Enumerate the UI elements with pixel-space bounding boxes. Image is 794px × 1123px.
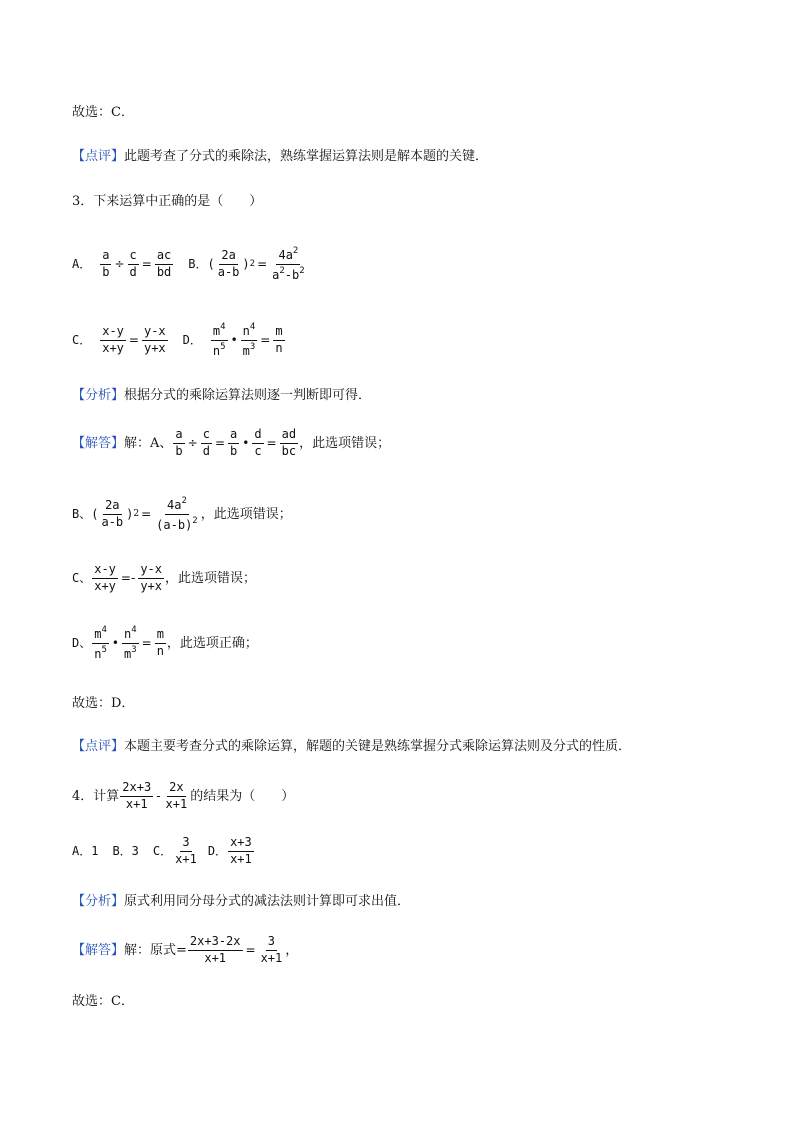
analysis-2 [72, 895, 410, 908]
option-c-label: C． [152, 844, 173, 859]
answer-choice-d [72, 697, 134, 710]
review-text: 本题主要考查分式的乘除运算，解题的关键是熟练掌握分式乘除运算法则及分式的性质． [124, 739, 632, 754]
question-3-options-ab [72, 246, 308, 283]
item-label: B、( [72, 507, 99, 522]
equals-sign: = [260, 333, 271, 348]
fraction: $\frac{m}{n}$ [275, 324, 283, 355]
option-a-label: A． [72, 257, 92, 272]
equals-sign: =- [120, 571, 136, 586]
fraction: $\frac{x+3}{x+1}$ [230, 835, 252, 866]
option-d-label: D． [207, 844, 228, 859]
fraction: $\frac{2x+3-2x}{x+1}$ [189, 934, 241, 965]
option-b: B．3 [112, 844, 139, 859]
note: ，此选项正确； [166, 635, 258, 651]
fraction: $\frac{2x}{x+1}$ [165, 780, 188, 811]
item-label: C、 [72, 571, 92, 586]
solution-3-a [72, 428, 390, 459]
equals-sign: = [245, 943, 256, 958]
multiply-dot: • [242, 436, 250, 451]
question-tail: 的结果为（ ） [190, 788, 295, 804]
fraction: $\frac{n^4}{m^3}$ [123, 625, 137, 661]
option-a: A．1 [72, 844, 99, 859]
review-tag: 【点评】 [72, 739, 125, 754]
question-4-stem [72, 781, 294, 812]
analysis-text: 原式利用同分母分式的减法法则计算即可求出值． [124, 894, 411, 909]
solution-3-c [72, 563, 256, 594]
multiply-dot: • [230, 333, 238, 348]
fraction: $\frac{d}{c}$ [254, 427, 262, 458]
analysis-1 [72, 389, 371, 402]
equals-sign: = [214, 436, 225, 451]
option-d-label: D． [182, 333, 202, 348]
question-lead: 4．计算 [72, 788, 120, 804]
solution-lead: 解：A、 [124, 435, 173, 451]
answer-choice-c-2 [72, 995, 134, 1008]
fraction: $\frac{c}{d}$ [202, 427, 210, 458]
paren-close: ) [242, 257, 250, 272]
analysis-text: 根据分式的乘除运算法则逐一判断即可得． [124, 388, 372, 403]
fraction: $\frac{4a^2}{(a-b)^2}$ [156, 496, 198, 532]
solution-tag: 【解答】 [72, 435, 125, 451]
fraction: $\frac{ac}{bd}$ [156, 248, 172, 279]
review-text: 此题考查了分式的乘除法，熟练掌握运算法则是解本题的关键． [124, 149, 489, 164]
question-3-stem [72, 195, 262, 208]
solution-3-d [72, 625, 258, 662]
fraction: $\frac{c}{d}$ [129, 248, 137, 279]
fraction: $\frac{4a^2}{a^2-b^2}$ [272, 246, 305, 282]
paren-close: ) [126, 507, 134, 522]
equals-sign: = [257, 257, 268, 272]
analysis-tag: 【分析】 [72, 388, 125, 403]
fraction: $\frac{2a}{a-b}$ [101, 498, 124, 529]
item-label: D、 [72, 636, 92, 651]
option-c-label: C． [72, 333, 92, 348]
review-note-2 [72, 740, 631, 753]
question-text: 3．下来运算中正确的是（ ） [72, 194, 263, 209]
answer-text: 故选：C． [72, 994, 134, 1009]
fraction: $\frac{a}{b}$ [102, 248, 110, 279]
fraction: $\frac{a}{b}$ [175, 427, 183, 458]
equals-sign: = [141, 507, 152, 522]
option-b-label: B．( [188, 257, 215, 272]
answer-text: 故选：C． [72, 105, 134, 120]
exponent: 2 [249, 258, 256, 269]
fraction: $\frac{n^4}{m^3}$ [242, 322, 256, 358]
multiply-dot: • [111, 636, 119, 651]
question-4-options [72, 836, 255, 867]
fraction: $\frac{m^4}{n^5}$ [212, 322, 226, 358]
divide-sign: ÷ [187, 436, 198, 451]
fraction: $\frac{3}{x+1}$ [260, 934, 283, 965]
fraction: $\frac{y-x}{y+x}$ [143, 324, 166, 355]
solution-3-b [72, 496, 292, 533]
note: ，此选项错误； [200, 506, 292, 522]
equals-sign: = [266, 436, 277, 451]
equals-sign: = [141, 636, 152, 651]
fraction: $\frac{2a}{a-b}$ [217, 248, 240, 279]
fraction: $\frac{ad}{bc}$ [281, 427, 297, 458]
solution-lead: 解：原式= [124, 942, 187, 958]
fraction: $\frac{3}{x+1}$ [175, 835, 197, 866]
fraction: $\frac{a}{b}$ [230, 427, 238, 458]
equals-sign: = [128, 333, 139, 348]
equals-sign: = [141, 257, 152, 272]
minus-sign: - [156, 789, 161, 804]
fraction: $\frac{x-y}{x+y}$ [94, 562, 116, 593]
review-tag: 【点评】 [72, 149, 125, 164]
answer-choice-c [72, 106, 134, 119]
fraction: $\frac{x-y}{x+y}$ [102, 324, 124, 355]
solution-tail: ， [285, 942, 299, 958]
solution-tag: 【解答】 [72, 942, 125, 958]
fraction: $\frac{y-x}{y+x}$ [140, 562, 162, 593]
exponent: 2 [133, 508, 140, 519]
solution-4 [72, 935, 298, 966]
fraction: $\frac{2x+3}{x+1}$ [122, 780, 152, 811]
fraction: $\frac{m^4}{n^5}$ [94, 625, 107, 661]
note: ，此选项错误； [165, 570, 257, 586]
note: ，此选项错误； [299, 435, 391, 451]
review-note-1 [72, 150, 488, 163]
question-3-options-cd [72, 322, 286, 359]
fraction: $\frac{m}{n}$ [156, 627, 164, 658]
divide-sign: ÷ [114, 257, 125, 272]
answer-text: 故选：D． [72, 696, 135, 711]
analysis-tag: 【分析】 [72, 894, 125, 909]
